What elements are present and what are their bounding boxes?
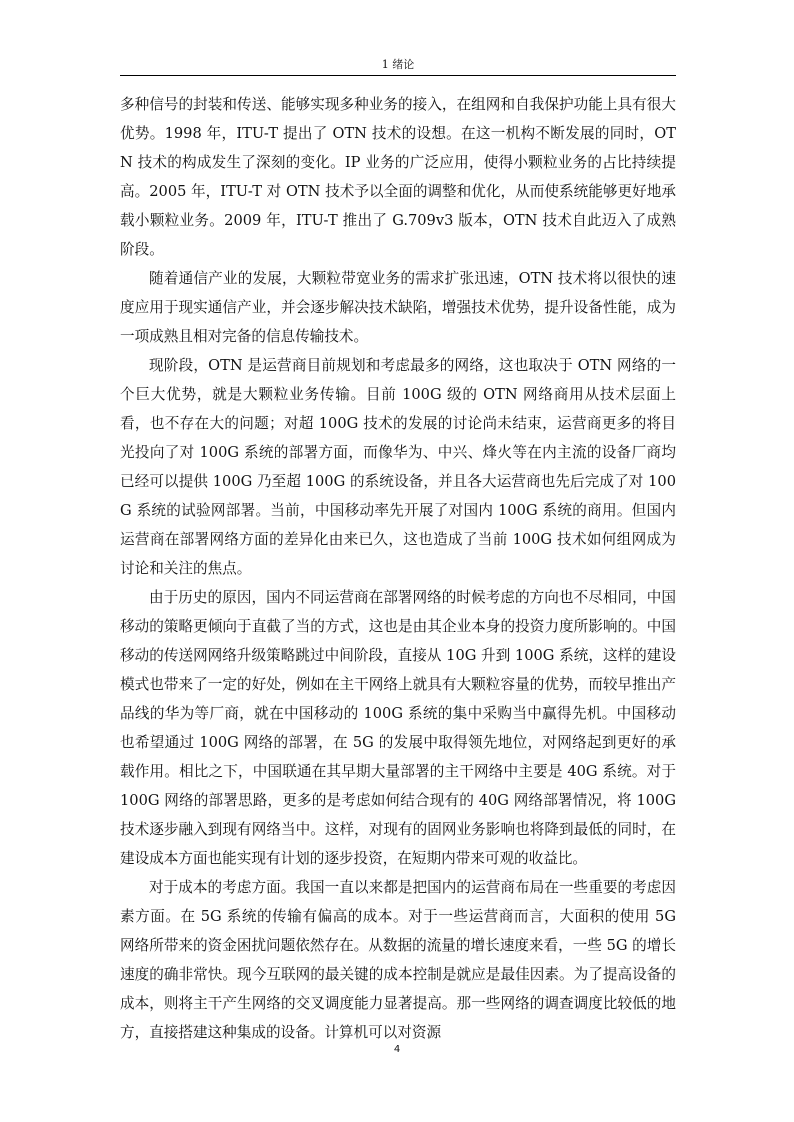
paragraph-3: 现阶段，OTN 是运营商目前规划和考虑最多的网络，这也取决于 OTN 网络的一个巨大优势，就是大颗粒业务传输。目前 100G 级的 OTN 网络商用从技术层面上看，也不存在大的问题；对超 100G 技术的发展的讨论尚未结束，运营商更多的将目光投向了对 100G 系统的部署方面，而像华为、中兴、烽火等在内主流的设备厂商均已经可以提供 100G 乃至超 100G 的系统设备，并且各大运营商也先后完成了对 100G 系统的试验网部署。当前，中国移动率先开展了对国内 100G 系统的商用。但国内运营商在部署网络方面的差异化由来已久，这也造成了当前 100G 技术如何组网成为讨论和关注的焦点。 — [120, 357, 676, 577]
header-rule — [120, 75, 676, 76]
paragraph-4: 由于历史的原因，国内不同运营商在部署网络的时候考虑的方向也不尽相同，中国移动的策略更倾向于直截了当的方式，这也是由其企业本身的投资力度所影响的。中国移动的传送网网络升级策略跳过中间阶段，直接从 10G 升到 100G 系统，这样的建设模式也带来了一定的好处，例如在主干网络上就具有大颗粒容量的优势，而较早推出产品线的华为等厂商，就在中国移动的 100G 系统的集中采购当中赢得先机。中国移动也希望通过 100G 网络的部署，在 5G 的发展中取得领先地位，对网络起到更好的承载作用。相比之下，中国联通在其早期大量部署的主干网络中主要是 40G 系统。对于 100G 网络的部署思路，更多的是考虑如何结合现有的 40G 网络部署情况，将 100G 技术逐步融入到现有网络当中。这样，对现有的固网业务影响也将降到最低的同时，在建设成本方面也能实现有计划的逐步投资，在短期内带来可观的收益比。 — [120, 589, 676, 867]
paragraph-1: 多种信号的封装和传送、能够实现多种业务的接入，在组网和自我保护功能上具有很大优势。1998 年，ITU-T 提出了 OTN 技术的设想。在这一机构不断发展的同时，OTN 技术的构成发生了深刻的变化。IP 业务的广泛应用，使得小颗粒业务的占比持续提高。2005 年，ITU-T 对 OTN 技术予以全面的调整和优化，从而使系统能够更好地承载小颗粒业务。2009 年，ITU-T 推出了 G.709v3 版本，OTN 技术自此迈入了成熟阶段。 — [120, 96, 676, 258]
page-number: 4 — [393, 1044, 401, 1055]
paragraph-2: 随着通信产业的发展，大颗粒带宽业务的需求扩张迅速，OTN 技术将以很快的速度应用于现实通信产业，并会逐步解决技术缺陷，增强技术优势，提升设备性能，成为一项成熟且相对完备的信息传输技术。 — [120, 270, 676, 345]
body-text — [120, 90, 676, 1047]
paragraph-5: 对于成本的考虑方面。我国一直以来都是把国内的运营商布局在一些重要的考虑因素方面。在 5G 系统的传输有偏高的成本。对于一些运营商而言，大面积的使用 5G 网络所带来的资金困扰问题依然存在。从数据的流量的增长速度来看，一些 5G 的增长速度的确非常快。现今互联网的最关键的成本控制是就应是最佳因素。为了提高设备的成本，则将主干产生网络的交叉调度能力显著提高。那一些网络的调查调度比较低的地方，直接搭建这种集成的设备。计算机可以对资源 — [120, 879, 676, 1041]
running-header: 1 绪论 — [381, 58, 415, 71]
